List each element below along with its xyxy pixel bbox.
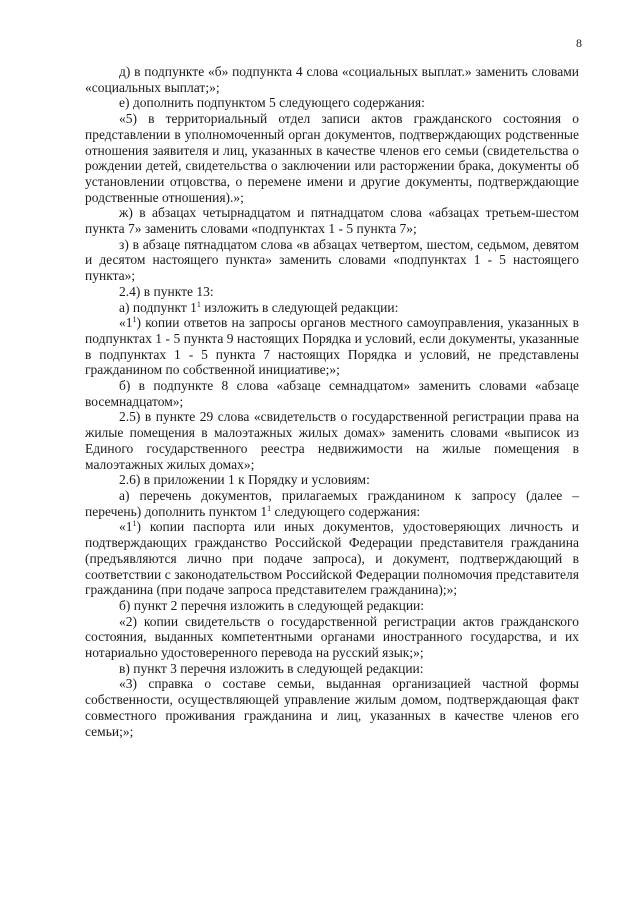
text-run: «2) копии свидетельств о государственной регистрации актов гражданского состояния, выданных компетентными органами иностранного государства, и их нотариально удостоверенного перевода на русский язык;»; bbox=[85, 613, 579, 661]
text-run: е) дополнить подпунктом 5 следующего содержания: bbox=[119, 95, 425, 111]
paragraph bbox=[85, 95, 579, 111]
paragraph bbox=[85, 315, 579, 378]
text-run: а) перечень документов, прилагаемых гражданином к запросу (далее – перечень) дополнить пунктом 1 bbox=[85, 487, 579, 519]
text-run: б) пункт 2 перечня изложить в следующей редакции: bbox=[119, 597, 425, 613]
paragraph bbox=[85, 205, 579, 236]
text-run: ) копии ответов на запросы органов местного самоуправления, указанных в подпунктах 1 - 5 пункта 9 настоящих Порядка и условий, если документы, указанные в подпунктах 1 - 5 пункта 7 настоящих Порядка и условий, не представлены гражданином по собственной инициативе;»; bbox=[85, 315, 579, 378]
paragraph bbox=[85, 488, 579, 519]
paragraph bbox=[85, 111, 579, 205]
paragraph bbox=[85, 378, 579, 409]
text-run: 2.4) в пункте 13: bbox=[119, 283, 214, 299]
paragraph bbox=[85, 614, 579, 661]
paragraph bbox=[85, 237, 579, 284]
superscript: 1 bbox=[132, 519, 137, 529]
paragraph bbox=[85, 409, 579, 472]
paragraph bbox=[85, 64, 579, 95]
text-run: ж) в абзацах четырнадцатом и пятнадцатом слова «абзацах третьем-шестом пункта 7» заменить словами «подпунктах 1 - 5 пункта 7»; bbox=[85, 205, 579, 237]
text-run: 2.6) в приложении 1 к Порядку и условиям: bbox=[119, 472, 370, 488]
text-run: «3) справка о составе семьи, выданная организацией частной формы собственности, осуществляющей управление жилым домом, подтверждающая факт совместного проживания гражданина и лиц, указанных в качестве членов его семьи;»; bbox=[85, 676, 579, 739]
paragraph bbox=[85, 676, 579, 739]
text-run: д) в подпункте «б» подпункта 4 слова «социальных выплат.» заменить словами «социальных выплат;»; bbox=[85, 64, 579, 95]
paragraph bbox=[85, 300, 579, 316]
text-run: «1 bbox=[119, 315, 133, 331]
text-run: а) подпункт 1 bbox=[119, 299, 197, 315]
text-run: 2.5) в пункте 29 слова «свидетельств о государственной регистрации права на жилые помещения в малоэтажных жилых домах» заменить словами «выписок из Единого государственного реестра недвижимости на жилые помещения в малоэтажных жилых домах»; bbox=[85, 409, 579, 472]
text-run: в) пункт 3 перечня изложить в следующей редакции: bbox=[119, 660, 424, 676]
text-run: следующего содержания: bbox=[271, 503, 421, 519]
text-run: з) в абзаце пятнадцатом слова «в абзацах четвертом, шестом, седьмом, девятом и десятом настоящего пункта» заменить словами «подпунктах 1 - 5 настоящего пункта»; bbox=[85, 236, 579, 284]
paragraph bbox=[85, 598, 579, 614]
paragraph bbox=[85, 519, 579, 598]
text-run: б) в подпункте 8 слова «абзаце семнадцатом» заменить словами «абзаце восемнадцатом»; bbox=[85, 378, 579, 409]
text-run: «5) в территориальный отдел записи актов гражданского состояния о представлении в уполномоченный орган документов, подтверждающих родственные отношения заявителя и лиц, указанных в качестве членов его семьи (свидетельства о рождении детей, свидетельства о заключении или расторжении брака, документы об установлении отцовства, о перемене имени и другие документы, подтверждающие родственные отношения).»; bbox=[85, 111, 579, 205]
text-run: изложить в следующей редакции: bbox=[200, 299, 399, 315]
paragraph bbox=[85, 284, 579, 300]
page-number: 8 bbox=[576, 36, 582, 50]
text-run: ) копии паспорта или иных документов, удостоверяющих личность и подтверждающих гражданство Российской Федерации представителя гражданина (предъявляются лично при подаче запроса), и документ, подтверждающий в соответствии с законодательством Российской Федерации полномочия представителя гражданина (при подаче запроса представителем гражданина);»; bbox=[85, 519, 579, 598]
superscript: 1 bbox=[196, 299, 201, 309]
superscript: 1 bbox=[132, 315, 137, 325]
superscript: 1 bbox=[267, 503, 272, 513]
paragraph bbox=[85, 661, 579, 677]
paragraph bbox=[85, 472, 579, 488]
document-body bbox=[85, 64, 579, 739]
text-run: «1 bbox=[119, 519, 133, 535]
